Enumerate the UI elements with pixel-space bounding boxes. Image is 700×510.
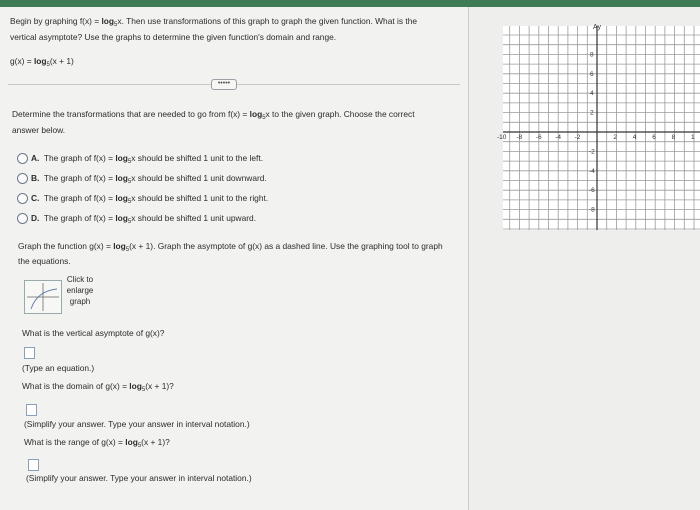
domain-hint: (Simplify your answer. Type your answer in interval notation.): [24, 419, 250, 429]
x-tick-label: 8: [671, 134, 676, 141]
y-tick-label: -4: [589, 167, 595, 175]
x-tick-label: -6: [535, 134, 542, 141]
graph-thumbnail-icon: [25, 281, 61, 313]
x-tick-label: 6: [652, 134, 656, 141]
part1-prompt-line-2: answer below.: [12, 125, 66, 135]
intro-line-2: vertical asymptote? Use the graphs to determine the given function's domain and range.: [10, 32, 337, 42]
coordinate-grid[interactable]: [497, 20, 700, 230]
enlarge-graph-link[interactable]: Click to enlarge graph: [66, 275, 94, 306]
range-hint: (Simplify your answer. Type your answer in interval notation.): [26, 473, 252, 483]
part2-prompt-line-2: the equations.: [18, 256, 71, 266]
option-c-radio[interactable]: [17, 193, 28, 204]
option-b-radio[interactable]: [17, 173, 28, 184]
y-axis-label: Ay: [593, 24, 602, 31]
part1-prompt-line-1: Determine the transformations that are needed to go from $f(x) = \log_5x$ to the given graph. Choose the correct: [12, 109, 415, 121]
x-tick-label: -4: [555, 134, 561, 141]
asymptote-answer-input[interactable]: [24, 347, 35, 359]
y-tick-label: -6: [589, 187, 595, 195]
asymptote-hint: (Type an equation.): [22, 363, 95, 373]
grid-background: [503, 26, 700, 230]
intro-line-1: Begin by graphing $f(x) = \log_5x$. Then use transformations of this graph to graph the given function. What is the: [10, 16, 418, 28]
given-function: $g(x) = \log_5(x + 1)$: [10, 56, 74, 68]
y-tick-label: 2: [590, 109, 594, 117]
top-bar: [0, 0, 700, 7]
x-tick-label: -10: [497, 134, 507, 141]
panel-divider: [468, 7, 469, 510]
option-a-radio[interactable]: [17, 153, 28, 164]
part2-prompt-line-1: Graph the function $g(x) = \log_5(x + 1)$. Graph the asymptote of g(x) as a dashed line. Use the graphing tool to graph: [18, 241, 443, 253]
y-tick-label: 4: [590, 90, 594, 98]
x-tick-label: -2: [574, 134, 581, 141]
x-tick-label: 1: [691, 134, 695, 141]
x-tick-label: 4: [632, 134, 637, 141]
x-tick-label: 2: [613, 134, 618, 141]
asymptote-question: What is the vertical asymptote of g(x)?: [22, 328, 165, 338]
option-c-label[interactable]: C. The graph of $f(x) = \log_5x$ should be shifted 1 unit to the right.: [31, 193, 269, 205]
domain-question: What is the domain of $g(x) = \log_5(x + 1)$?: [22, 381, 174, 393]
graph-thumbnail[interactable]: [24, 280, 62, 314]
y-tick-label: -2: [589, 148, 595, 156]
y-tick-label: -8: [589, 206, 595, 214]
domain-answer-input[interactable]: [26, 404, 37, 416]
option-a-label[interactable]: A. The graph of $f(x) = \log_5x$ should be shifted 1 unit to the left.: [31, 153, 264, 165]
expand-more-button[interactable]: •••••: [211, 79, 237, 90]
x-tick-label: -8: [516, 134, 523, 141]
y-tick-label: 6: [590, 70, 594, 78]
range-question: What is the range of $g(x) = \log_5(x + 1)$?: [24, 437, 170, 449]
option-b-label[interactable]: B. The graph of $f(x) = \log_5x$ should be shifted 1 unit downward.: [31, 173, 267, 185]
y-tick-label: 8: [590, 51, 594, 59]
range-answer-input[interactable]: [28, 459, 39, 471]
option-d-radio[interactable]: [17, 213, 28, 224]
option-d-label[interactable]: D. The graph of $f(x) = \log_5x$ should be shifted 1 unit upward.: [31, 213, 257, 225]
